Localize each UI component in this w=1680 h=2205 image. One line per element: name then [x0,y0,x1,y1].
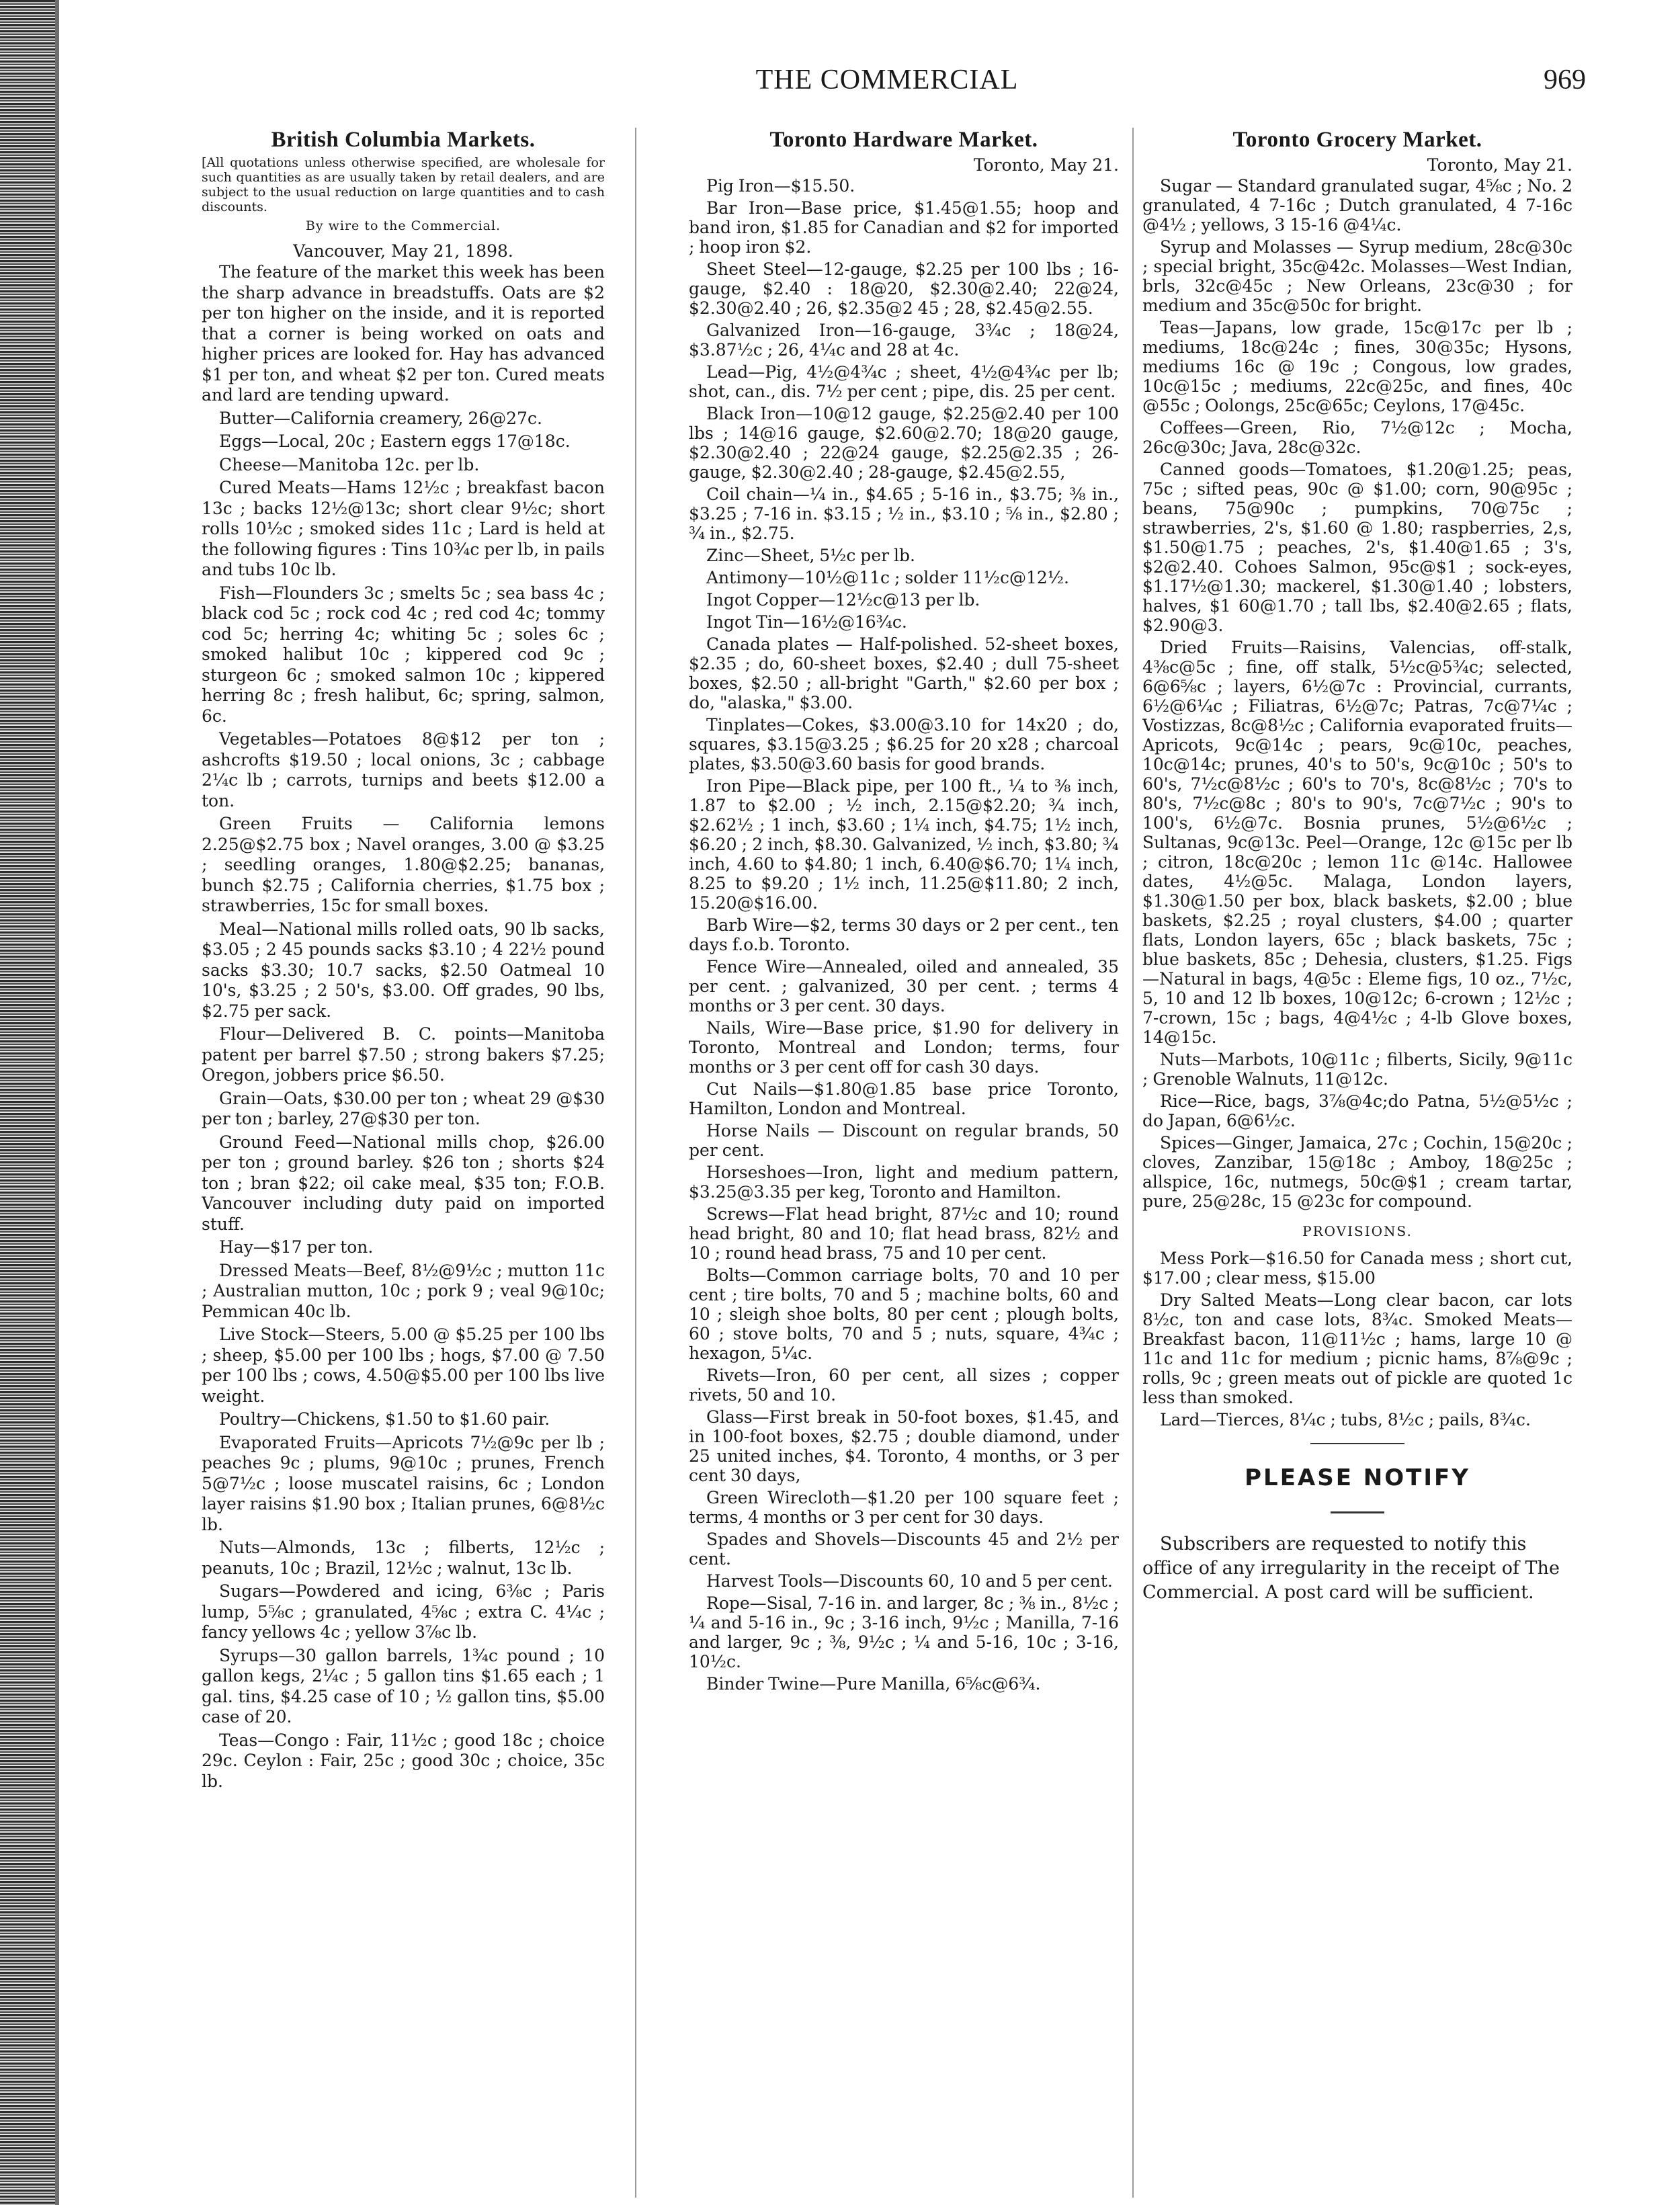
hardware-items [689,176,1119,1694]
bc-market-item: Teas—Congo : Fair, 11½c ; good 18c ; choice 29c. Ceylon : Fair, 25c ; good 30c ; choice, 35c lb. [202,1730,605,1791]
binding-edge [0,0,55,2205]
hardware-market-item: Zinc—Sheet, 5½c per lb. [706,546,915,565]
grocery-market-item: Dried Fruits—Raisins, Valencias, off-stalk, 4⅜c@5c ; fine, off stalk, 5½c@5¾c; selected, 6@6⅝c ; layers, 6½@7c : Provincial, currants, 6½@6¼c ; Filiatras, 6½@7c; Patras, 7c@7¼c ; Vostizzas, 8c@8½c ; California evaporated fruits—Apricots, 9c@14c ; pears, 9c@10c, peaches, 10c@14c; prunes, 40's to 50's, 9c@10c ; 50's to 60's, 7½c@8½c ; 60's to 70's, 8c@8½c ; 70's to 80's, 7½c@8c ; 80's to 90's, 7c@7½c ; 90's to 100's, 6½@7c. Bosnia prunes, 5½@6½c ; Sultanas, 9c@13c. Peel—Orange, 12c @15c per lb ; citron, 18c@20c ; lemon 11c @14c. Hallowee dates, 4½@5c. Malaga, London layers, $1.30@1.50 per box, black baskets, $2.00 ; blue baskets, $2.25 ; royal clusters, $4.00 ; quarter flats, London layers, 65c ; black baskets, 75c ; blue baskets, 85c ; Dehesia, clusters, $1.25. Figs —Natural in bags, 4@5c : Eleme figs, 10 oz., 7½c, 5, 10 and 12 lb boxes, 10@12c; 6-crown ; 12½c ; 7-crown, 15c ; bags, 4@4½c ; 4-lb Glove boxes, 14@15c. [1142,638,1572,1047]
bc-market-item: The feature of the market this week has been the sharp advance in breadstuffs. Oats are $2 per ton higher on the inside, and it is reported that a corner is being worked on oats and higher prices are looked for. Hay has advanced $1 per ton, and wheat $2 per ton. Cured meats and lard are tending upward. [202,262,605,405]
hardware-market-item: Iron Pipe—Black pipe, per 100 ft., ¼ to ⅜ inch, 1.87 to $2.00 ; ½ inch, 2.15@$2.20; ¾ inch, $2.62½ ; 1 inch, $3.60 ; 1¼ inch, $4.75; 1½ inch, $6.20 ; 2 inch, $8.30. Galvanized, ½ inch, $3.80; ¾ inch, 4.60 to $4.80; 1 inch, 6.40@$6.70; 1¼ inch, 8.25 to $9.20 ; 1½ inch, 11.25@$11.80; 2 inch, 15.20@$16.00. [689,776,1119,913]
hardware-market-item: Nails, Wire—Base price, $1.90 for delivery in Toronto, Montreal and London; terms, four months or 3 per cent off for cash 30 days. [689,1018,1119,1077]
provisions-item: Lard—Tierces, 8¼c ; tubs, 8½c ; pails, 8¾c. [1160,1410,1531,1429]
bc-dateline: Vancouver, May 21, 1898. [293,241,513,261]
notice-rule [1331,1511,1384,1513]
grocery-title: Toronto Grocery Market. [1232,128,1482,152]
hardware-dateline: Toronto, May 21. [973,155,1119,175]
bc-market-item: Nuts—Almonds, 13c ; filberts, 12½c ; peanuts, 10c ; Brazil, 12½c ; walnut, 13c lb. [202,1538,605,1578]
bc-market-item: Fish—Flounders 3c ; smelts 5c ; sea bass 4c ; black cod 5c ; rock cod 4c ; red cod 4c; tommy cod 5c; herring 4c; whiting 5c ; soles 6c ; smoked halibut 10c ; kippered cod 9c ; sturgeon 6c ; smoked salmon 10c ; kippered herring 8c ; fresh halibut, 6c; spring, salmon, 6c. [202,583,605,726]
hardware-market-item: Pig Iron—$15.50. [706,176,855,196]
hardware-market-item: Ingot Copper—12½c@13 per lb. [706,590,980,610]
hardware-market-item: Binder Twine—Pure Manilla, 6⅝c@6¾. [706,1674,1041,1694]
hardware-market-item: Ingot Tin—16½@16¾c. [706,612,907,632]
bc-market-item: Ground Feed—National mills chop, $26.00 per ton ; ground barley. $26 ton ; shorts $24 ton ; bran $22; oil cake meal, $35 ton; F.O.B. Vancouver including duty paid on imported stuff. [202,1132,605,1234]
grocery-dateline: Toronto, May 21. [1427,155,1572,175]
bc-title: British Columbia Markets. [271,128,536,152]
bc-market-item: Dressed Meats—Beef, 8½@9½c ; mutton 11c ; Australian mutton, 10c ; pork 9 ; veal 9@10c; Pemmican 40c lb. [202,1260,605,1321]
hardware-market-item: Screws—Flat head bright, 87½c and 10; round head bright, 80 and 10; flat head brass, 82½ and 10 ; round head brass, 75 and 10 per cent. [689,1204,1119,1263]
grocery-market-item: Teas—Japans, low grade, 15c@17c per lb ; mediums, 18c@24c ; fines, 30@35c; Hysons, mediums 16c @ 19c ; Congous, low grades, 10c@15c ; mediums, 22c@25c, and fines, 40c @55c ; Oolongs, 25c@65c; Ceylons, 17@45c. [1142,318,1572,415]
hardware-market-item: Green Wirecloth—$1.20 per 100 square feet ; terms, 4 months or 3 per cent for 30 days. [689,1488,1119,1527]
bc-market-item: Hay—$17 per ton. [219,1237,374,1257]
bc-market-item: Poultry—Chickens, $1.50 to $1.60 pair. [219,1409,550,1429]
bc-market-item: Evaporated Fruits—Apricots 7½@9c per lb ; peaches 9c ; plums, 9@10c ; prunes, French 5@7½c ; loose muscatel raisins, 6c ; London layer raisins $1.90 box ; Italian prunes, 6@8½c lb. [202,1432,605,1534]
hardware-market-item: Horseshoes—Iron, light and medium pattern, $3.25@3.35 per keg, Toronto and Hamilton. [689,1163,1119,1202]
hardware-market-item: Lead—Pig, 4½@4¾c ; sheet, 4½@4¾c per lb; shot, can., dis. 7½ per cent ; pipe, dis. 25 per cent. [689,362,1119,401]
bc-market-item: Cheese—Manitoba 12c. per lb. [219,454,480,474]
bc-market-item: Green Fruits — California lemons 2.25@$2.75 box ; Navel oranges, 3.00 @ $3.25 ; seedling oranges, 1.80@$2.25; bananas, bunch $2.75 ; California cherries, $1.75 box ; strawberries, 15c for small boxes. [202,814,605,915]
hardware-market-item: Horse Nails — Discount on regular brands, 50 per cent. [689,1121,1119,1160]
page-number: 969 [1544,65,1586,95]
grocery-market-item: Sugar — Standard granulated sugar, 4⅝c ; No. 2 granulated, 4 7-16c ; Dutch granulated, 4 7-16c @4½ ; yellows, 3 15-16 @4¼c. [1142,176,1572,235]
hardware-market-item: Canada plates — Half-polished. 52-sheet boxes, $2.35 ; do, 60-sheet boxes, $2.40 ; dull 75-sheet boxes, $2.50 ; all-bright "Garth," $2.60 per box ; do, "alaska," $3.00. [689,634,1119,712]
bc-market-item: Vegetables—Potatoes 8@$12 per ton ; ashcrofts $19.50 ; local onions, 3c ; cabbage 2¼c lb ; carrots, turnips and beets $12.00 a ton. [202,729,605,810]
hardware-market-item: Coil chain—¼ in., $4.65 ; 5-16 in., $3.75; ⅜ in., $3.25 ; 7-16 in. $3.15 ; ½ in., $3.10 ; ⅝ in., $2.80 ; ¾ in., $2.75. [689,485,1119,543]
grocery-market-item: Canned goods—Tomatoes, $1.20@1.25; peas, 75c ; sifted peas, 90c @ $1.00; corn, 90@95c ; beans, 75@90c ; pumpkins, 70@75c ; strawberries, 2's, $1.60 @ 1.80; raspberries, 2,s, $1.50@1.75 ; peaches, 2's, $1.40@1.65 ; 3's, $2@2.40. Cohoes Salmon, 95c@$1 ; sock-eyes, $1.17½@1.30; mackerel, $1.30@1.40 ; lobsters, halves, $1 60@1.70 ; tall lbs, $2.40@2.65 ; flats, $2.90@3. [1142,460,1572,635]
hardware-market-item: Glass—First break in 50-foot boxes, $1.45, and in 100-foot boxes, $2.75 ; double diamond, under 25 united inches, $4. Toronto, 4 months, or 3 per cent 30 days, [689,1407,1119,1485]
hardware-market-item: Harvest Tools—Discounts 60, 10 and 5 per cent. [706,1571,1113,1591]
grocery-items [1142,176,1572,1211]
bc-market-item: Meal—National mills rolled oats, 90 lb sacks, $3.05 ; 2 45 pounds sacks $3.10 ; 4 22½ pound sacks $3.30; 10.7 sacks, $2.50 Oatmeal 10 10's, $3.25 ; 2 50's, $3.00. Off grades, 90 lbs, $2.75 per sack. [202,919,605,1021]
hardware-market-item: Rivets—Iron, 60 per cent, all sizes ; copper rivets, 50 and 10. [689,1366,1119,1405]
bc-market-item: Sugars—Powdered and icing, 6⅜c ; Paris lump, 5⅝c ; granulated, 4⅝c ; extra C. 4¼c ; fancy yellows 4c ; yellow 3⅞c lb. [202,1581,605,1642]
grocery-market-item: Coffees—Green, Rio, 7½@12c ; Mocha, 26c@30c; Java, 28c@32c. [1142,418,1572,457]
bc-market-item: Flour—Delivered B. C. points—Manitoba patent per barrel $7.50 ; strong bakers $7.25; Oregon, jobbers price $6.50. [202,1024,605,1085]
running-head: THE COMMERCIAL [755,65,1019,95]
bc-market-item: Eggs—Local, 20c ; Eastern eggs 17@18c. [219,431,571,451]
provisions-item: Dry Salted Meats—Long clear bacon, car lots 8½c, ton and case lots, 8¾c. Smoked Meats—Breakfast bacon, 11@11½c ; hams, large 10 @ 11c and 11c for medium ; picnic hams, 8⅞@9c ; rolls, 9c ; green meats out of pickle are quoted 1c less than smoked. [1142,1290,1572,1407]
notice-title: PLEASE NOTIFY [1245,1464,1470,1491]
provisions-heading: PROVISIONS. [1302,1223,1413,1239]
hardware-market-item: Fence Wire—Annealed, oiled and annealed, 35 per cent. ; galvanized, 30 per cent. ; terms 4 months or 3 per cent. 30 days. [689,957,1119,1015]
bc-market-item: Butter—California creamery, 26@27c. [219,408,542,428]
column-separator [1132,128,1134,2198]
grocery-column [1142,128,1572,2198]
hardware-market-item: Spades and Shovels—Discounts 45 and 2½ per cent. [689,1530,1119,1569]
bc-by-wire: By wire to the Commercial. [305,218,501,233]
hardware-market-item: Black Iron—10@12 gauge, $2.25@2.40 per 100 lbs ; 14@16 gauge, $2.60@2.70; 18@20 gauge, $2.30@2.40 ; 22@24 gauge, $2.25@2.35 ; 26-gauge, $2.30@2.40 ; 28-gauge, $2.45@2.55, [689,404,1119,482]
bc-market-item: Syrups—30 gallon barrels, 1¾c pound ; 10 gallon kegs, 2¼c ; 5 gallon tins $1.65 each ; 1 gal. tins, $4.25 case of 10 ; ½ gallon tins, $5.00 case of 20. [202,1645,605,1726]
hardware-market-item: Tinplates—Cokes, $3.00@3.10 for 14x20 ; do, squares, $3.15@3.25 ; $6.25 for 20 x28 ; charcoal plates, $3.50@3.60 basis for good brands. [689,715,1119,774]
hardware-market-item: Bolts—Common carriage bolts, 70 and 10 per cent ; tire bolts, 70 and 5 ; machine bolts, 60 and 10 ; sleigh shoe bolts, 80 per cent ; plough bolts, 60 ; stove bolts, 70 and 5 ; nuts, square, 4¾c ; hexagon, 5¼c. [689,1265,1119,1363]
hardware-column [689,128,1119,2198]
hardware-market-item: Sheet Steel—12-gauge, $2.25 per 100 lbs ; 16-gauge, $2.40 : 18@20, $2.30@2.40; 22@24, $2.30@2.40 ; 26, $2.35@2 45 ; 28, $2.45@2.55. [689,259,1119,318]
bc-items [202,262,605,1792]
column-separator [635,128,636,2198]
provisions-items [1142,1249,1572,1429]
hardware-market-item: Bar Iron—Base price, $1.45@1.55; hoop and band iron, $1.85 for Canadian and $2 for imported ; hoop iron $2. [689,198,1119,257]
hardware-market-item: Cut Nails—$1.80@1.85 base price Toronto, Hamilton, London and Montreal. [689,1079,1119,1118]
hardware-market-item: Galvanized Iron—16-gauge, 3¾c ; 18@24, $3.87½c ; 26, 4¼c and 28 at 4c. [689,321,1119,360]
provisions-item: Mess Pork—$16.50 for Canada mess ; short cut, $17.00 ; clear mess, $15.00 [1142,1249,1572,1288]
hardware-market-item: Barb Wire—$2, terms 30 days or 2 per cent., ten days f.o.b. Toronto. [689,915,1119,954]
grocery-market-item: Syrup and Molasses — Syrup medium, 28c@30c ; special bright, 35c@42c. Molasses—West Indian, brls, 32c@45c ; New Orleans, 23c@30 ; for medium and 35c@50c for bright. [1142,237,1572,315]
grocery-market-item: Rice—Rice, bags, 3⅞@4c;do Patna, 5½@5½c ; do Japan, 6@6½c. [1142,1091,1572,1130]
notice-text: Subscribers are requested to notify this office of any irregularity in the receipt of The Commercial. A post card will be sufficient. [1142,1534,1560,1603]
british-columbia-column [202,128,605,2198]
grocery-market-item: Nuts—Marbots, 10@11c ; filberts, Sicily, 9@11c ; Grenoble Walnuts, 11@12c. [1142,1050,1572,1089]
page-gutter [55,0,59,2205]
hardware-title: Toronto Hardware Market. [769,128,1038,152]
section-rule [1310,1443,1404,1444]
hardware-market-item: Rope—Sisal, 7-16 in. and larger, 8c ; ⅜ in., 8½c ; ¼ and 5-16 in., 9c ; 3-16 inch, 9½c ; Manilla, 7-16 and larger, 9c ; ⅜, 9½c ; ¼ and 5-16, 10c ; 3-16, 10½c. [689,1593,1119,1671]
bc-market-item: Cured Meats—Hams 12½c ; breakfast bacon 13c ; backs 12½@13c; short clear 9½c; short rolls 10½c ; smoked sides 11c ; Lard is held at the following figures : Tins 10¾c per lb, in pails and tubs 10c lb. [202,478,605,579]
grocery-market-item: Spices—Ginger, Jamaica, 27c ; Cochin, 15@20c ; cloves, Zanzibar, 15@18c ; Amboy, 18@25c ; allspice, 16c, nutmegs, 50c@$1 ; cream tartar, pure, 25@28c, 15 @23c for compound. [1142,1133,1572,1211]
bc-market-item: Grain—Oats, $30.00 per ton ; wheat 29 @$30 per ton ; barley, 27@$30 per ton. [202,1088,605,1128]
hardware-market-item: Antimony—10½@11c ; solder 11½c@12½. [706,568,1069,587]
bc-intro-note: [All quotations unless otherwise specified, are wholesale for such quantities as are usually taken by retail dealers, and are subject to the usual reduction on large quantities and to cash discounts. [202,155,605,214]
bc-market-item: Live Stock—Steers, 5.00 @ $5.25 per 100 lbs ; sheep, $5.00 per 100 lbs ; hogs, $7.00 @ 7.50 per 100 lbs ; cows, 4.50@$5.00 per 100 lbs live weight. [202,1325,605,1406]
